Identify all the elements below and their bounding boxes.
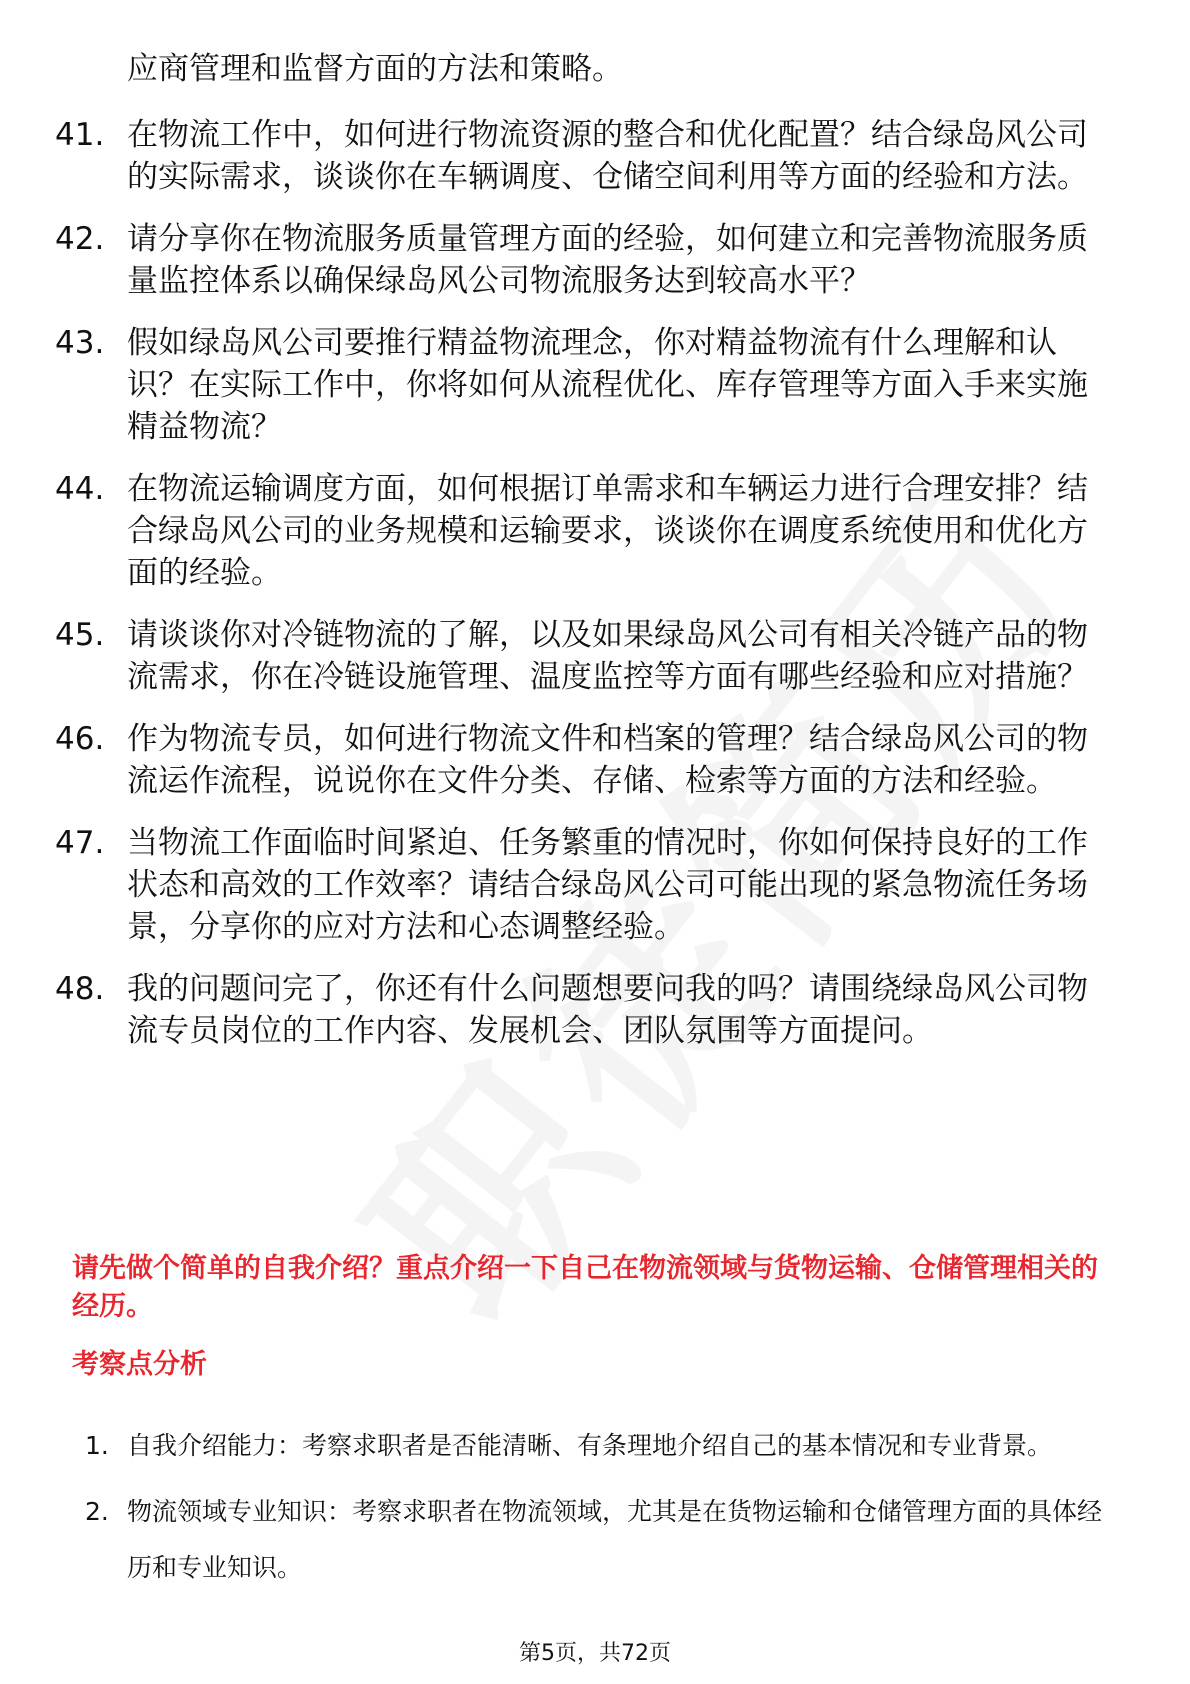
question-text: 请分享你在物流服务质量管理方面的经验，如何建立和完善物流服务质量监控体系以确保绿岛风公司物流服务达到较高水平？	[127, 221, 1088, 299]
question-item	[0, 468, 1190, 594]
question-number: 46.	[55, 721, 105, 757]
question-number: 48.	[55, 971, 105, 1007]
question-item	[0, 822, 1190, 948]
question-item	[0, 718, 1190, 802]
question-text: 请谈谈你对冷链物流的了解，以及如果绿岛风公司有相关冷链产品的物流需求，你在冷链设施管理、温度监控等方面有哪些经验和应对措施？	[127, 617, 1088, 695]
analysis-text: 自我介绍能力：考察求职者是否能清晰、有条理地介绍自己的基本情况和专业背景。	[127, 1431, 1053, 1460]
question-number: 44.	[55, 471, 105, 507]
analysis-list	[0, 1418, 1190, 1606]
question-number: 43.	[55, 325, 105, 361]
question-item	[0, 614, 1190, 698]
continuation-text: 应商管理和监督方面的方法和策略。	[127, 51, 623, 87]
highlight-question: 请先做个简单的自我介绍？重点介绍一下自己在物流领域与货物运输、仓储管理相关的经历。	[72, 1253, 1098, 1322]
analysis-item	[0, 1484, 1190, 1596]
question-text: 在物流运输调度方面，如何根据订单需求和车辆运力进行合理安排？结合绿岛风公司的业务规模和运输要求，谈谈你在调度系统使用和优化方面的经验。	[127, 471, 1088, 591]
question-number: 42.	[55, 221, 105, 257]
analysis-number: 1.	[85, 1431, 109, 1460]
question-number: 41.	[55, 117, 105, 153]
question-text: 假如绿岛风公司要推行精益物流理念，你对精益物流有什么理解和认识？在实际工作中，你将如何从流程优化、库存管理等方面入手来实施精益物流？	[127, 325, 1088, 445]
question-item	[0, 322, 1190, 448]
question-number: 45.	[55, 617, 105, 653]
question-item	[0, 114, 1190, 198]
question-item	[0, 968, 1190, 1052]
analysis-item	[0, 1418, 1190, 1474]
question-text: 当物流工作面临时间紧迫、任务繁重的情况时，你如何保持良好的工作状态和高效的工作效率？请结合绿岛风公司可能出现的紧急物流任务场景，分享你的应对方法和心态调整经验。	[127, 825, 1088, 945]
question-number: 47.	[55, 825, 105, 861]
question-text: 我的问题问完了，你还有什么问题想要问我的吗？请围绕绿岛风公司物流专员岗位的工作内容、发展机会、团队氛围等方面提问。	[127, 971, 1088, 1049]
question-list	[0, 114, 1190, 1072]
question-item	[0, 218, 1190, 302]
analysis-number: 2.	[85, 1497, 109, 1526]
question-text: 作为物流专员，如何进行物流文件和档案的管理？结合绿岛风公司的物流运作流程，说说你在文件分类、存储、检索等方面的方法和经验。	[127, 721, 1088, 799]
question-text: 在物流工作中，如何进行物流资源的整合和优化配置？结合绿岛风公司的实际需求，谈谈你在车辆调度、仓储空间利用等方面的经验和方法。	[127, 117, 1088, 195]
page-footer: 第5页，共72页	[519, 1641, 671, 1666]
analysis-heading: 考察点分析	[72, 1349, 207, 1380]
analysis-text: 物流领域专业知识：考察求职者在物流领域，尤其是在货物运输和仓储管理方面的具体经历和专业知识。	[127, 1497, 1103, 1582]
